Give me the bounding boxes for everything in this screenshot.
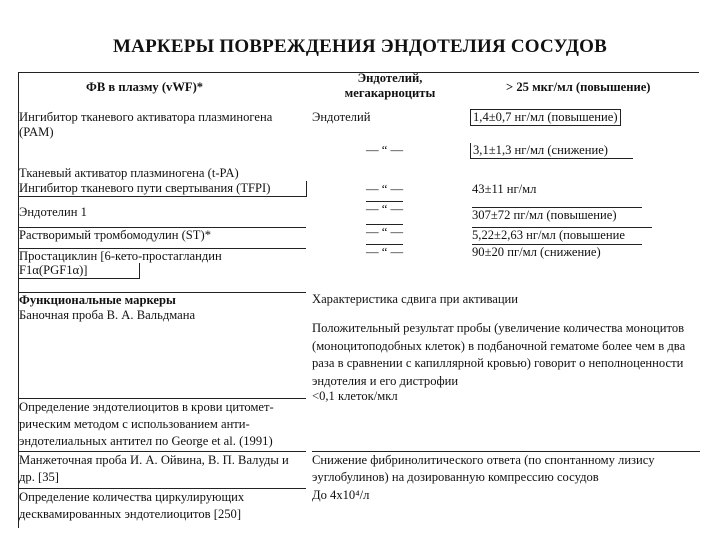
waldman-name: Баночная проба В. А. Вальдмана: [19, 308, 196, 322]
pam-value: 1,4±0,7 нг/мл (повышение): [470, 109, 621, 126]
waldman-description: Положительный результат пробы (увеличение количества моноцитов (моноцитоподобных клеток) в подбаночной гематоме более чем в два раза в сравнении с капиллярной кровью) говорит о неполноценности эндотелия и его дистрофии: [312, 321, 686, 388]
pgi-value: 90±20 пг/мл (снижение): [472, 244, 642, 260]
functional-heading-right: Характеристика сдвига при активации: [312, 292, 519, 306]
pgi-source: — “ —: [366, 245, 404, 259]
pam-name-line1: Ингибитор тканевого активатора плазминогена: [19, 110, 273, 124]
et-value: 307±72 пг/мл (повышение): [472, 207, 642, 223]
st-name: Растворимый тромбомодулин (ST)*: [19, 227, 306, 243]
page-title: МАРКЕРЫ ПОВРЕЖДЕНИЯ ЭНДОТЕЛИЯ СОСУДОВ: [113, 36, 607, 57]
pgi-name-line1: Простациклин [6-кето-простагландин: [19, 248, 306, 264]
tpa-name: Тканевый активатор плазминогена (t-PA): [19, 166, 239, 180]
functional-heading: Функциональные маркеры: [19, 292, 306, 308]
george-name: Определение эндотелиоцитов в крови цитомет-рическим методом с использованием анти-эндотелиальных антител по George et al. (1991): [19, 398, 306, 450]
pam-source: Эндотелий: [312, 110, 371, 124]
st-value: 5,22±2,63 нг/мл (повышение: [472, 227, 652, 243]
tfpi-name: Ингибитор тканевого пути свертывания (TFPI): [19, 181, 307, 197]
header-col2-line2: мегакарноциты: [344, 86, 436, 100]
header-col2-line1: Эндотелий,: [357, 71, 423, 85]
pgi-name-line2: F1α(PGF1α)]: [19, 263, 140, 279]
oivina-name: Манжеточная проба И. А. Ойвина, В. П. Валуды и др. [35]: [19, 451, 306, 486]
tpa-value: 3,1±1,3 нг/мл (снижение): [470, 143, 633, 159]
circulating-value: До 4х10⁴/л: [312, 488, 370, 502]
george-value: <0,1 клеток/мкл: [312, 389, 398, 403]
st-source: — “ —: [366, 225, 404, 239]
tfpi-value: 43±11 нг/мл: [472, 182, 537, 196]
circulating-name: Определение количества циркулирующих десквамированных эндотелиоцитов [250]: [19, 488, 306, 523]
et-name: Эндотелин 1: [19, 205, 87, 219]
header-col3: > 25 мкг/мл (повышение): [506, 80, 651, 94]
tpa-source: — “ —: [366, 143, 404, 157]
oivina-description: Снижение фибринолитического ответа (по спонтанному лизису эуглобулинов) на дозированную компрессию сосудов: [312, 451, 700, 486]
et-source: — “ —: [366, 202, 404, 216]
pam-name-line2: (PAM): [19, 125, 54, 139]
header-col1: ФВ в плазму (vWF)*: [86, 80, 204, 94]
tfpi-source: — “ —: [366, 182, 404, 196]
